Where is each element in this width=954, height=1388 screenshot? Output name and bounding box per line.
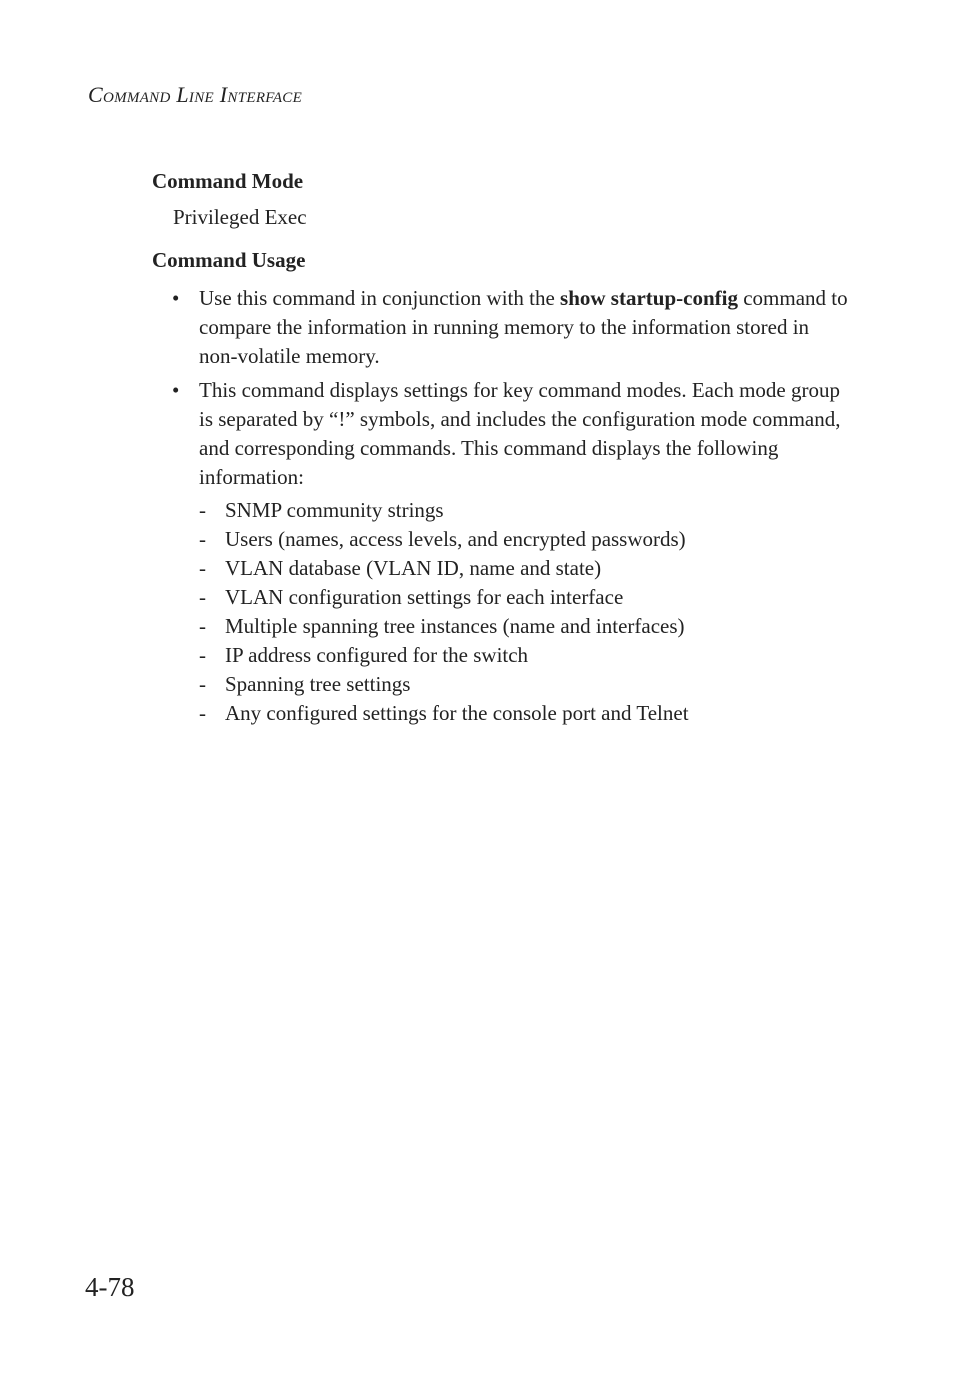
list-item-text: VLAN configuration settings for each interface	[225, 585, 624, 609]
bullet-icon: •	[172, 286, 180, 310]
dash-icon: -	[199, 614, 206, 638]
list-item-text: Users (names, access levels, and encrypted passwords)	[225, 527, 686, 551]
command-mode-text: Privileged Exec	[173, 205, 307, 229]
list-item	[199, 699, 852, 728]
bullet-icon: •	[172, 378, 180, 402]
list-item-text: Multiple spanning tree instances (name and interfaces)	[225, 614, 685, 638]
dash-icon: -	[199, 527, 206, 551]
displayed-info-list	[199, 496, 852, 728]
bullet-2-text: This command displays settings for key command modes. Each mode group is separated by “!” symbols, and includes the configuration mode command, and corresponding commands. This command displays the following information:	[199, 378, 841, 489]
usage-bullet-1	[172, 284, 852, 371]
list-item	[199, 583, 852, 612]
list-item-text: Spanning tree settings	[225, 672, 411, 696]
usage-bullet-2	[172, 376, 852, 728]
bullet-1-command: show startup-config	[560, 286, 738, 310]
dash-icon: -	[199, 643, 206, 667]
list-item	[199, 670, 852, 699]
bullet-1-pre: Use this command in conjunction with the	[199, 286, 561, 310]
list-item	[199, 496, 852, 525]
list-item-text: Any configured settings for the console port and Telnet	[225, 701, 689, 725]
list-item-text: SNMP community strings	[225, 498, 444, 522]
list-item	[199, 554, 852, 583]
dash-icon: -	[199, 672, 206, 696]
list-item	[199, 641, 852, 670]
running-header: Command Line Interface	[88, 82, 303, 107]
bullet-1-post: command to compare the information in running memory to the information stored in non-volatile memory.	[199, 286, 848, 368]
list-item	[199, 525, 852, 554]
dash-icon: -	[199, 498, 206, 522]
dash-icon: -	[199, 585, 206, 609]
command-usage-heading: Command Usage	[152, 248, 306, 272]
dash-icon: -	[199, 701, 206, 725]
command-usage-list	[172, 284, 852, 733]
list-item	[199, 612, 852, 641]
dash-icon: -	[199, 556, 206, 580]
command-mode-heading: Command Mode	[152, 169, 304, 193]
list-item-text: IP address configured for the switch	[225, 643, 529, 667]
page-number: 4-78	[85, 1272, 135, 1302]
list-item-text: VLAN database (VLAN ID, name and state)	[225, 556, 602, 580]
